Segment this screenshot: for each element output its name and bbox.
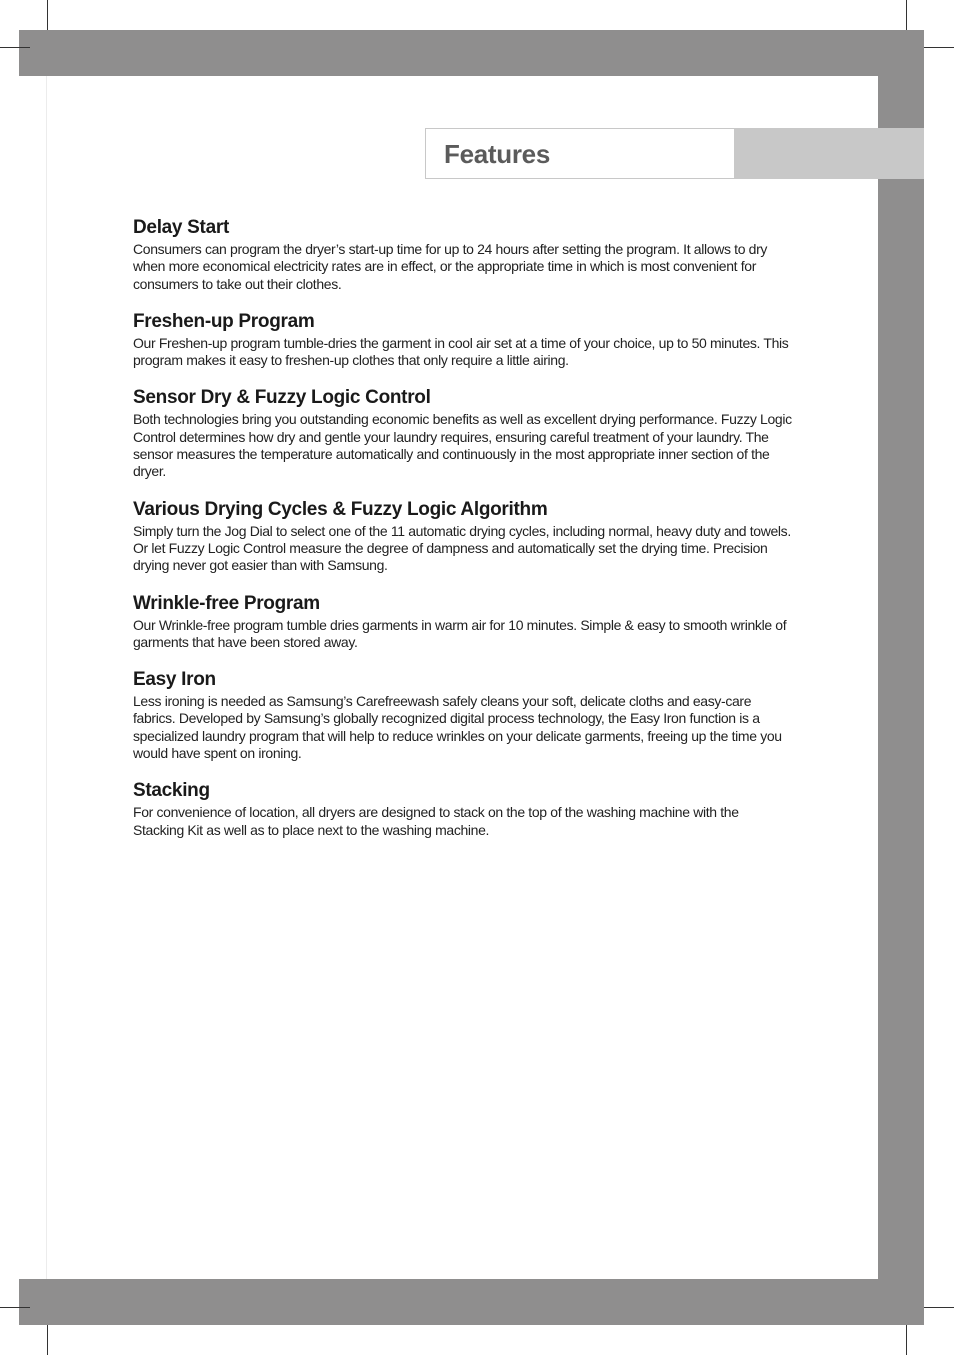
crop-mark xyxy=(47,0,48,30)
top-band xyxy=(19,30,924,76)
section-body: Consumers can program the dryer’s start-up time for up to 24 hours after setting the program. It allows to dry when more economical electricity rates are in effect, or the appropriate time in which is most convenient for consumers to take out their clothes. xyxy=(133,241,768,292)
section-wrinkle-free xyxy=(133,592,793,652)
section-heading: Sensor Dry & Fuzzy Logic Control xyxy=(133,387,431,409)
section-body: For convenience of location, all dryers are designed to stack on the top of the washing machine with the Stacking Kit as well as to place next to the washing machine. xyxy=(133,804,739,838)
section-heading: Easy Iron xyxy=(133,669,216,691)
section-freshen-up xyxy=(133,310,793,370)
section-heading: Various Drying Cycles & Fuzzy Logic Algorithm xyxy=(133,498,548,520)
crop-mark xyxy=(906,1325,907,1355)
section-body: Both technologies bring you outstanding economic benefits as well as excellent drying performance. Fuzzy Logic Control determines how dry and gentle your laundry requires, ensuring careful treatment of your laundry. The sensor measures the temperature automatically and continuously in the most appropriate inner section of the dryer. xyxy=(133,411,792,480)
crop-mark xyxy=(924,47,954,48)
section-heading: Stacking xyxy=(133,780,210,802)
crop-mark xyxy=(906,0,907,30)
section-body: Simply turn the Jog Dial to select one of the 11 automatic drying cycles, including normal, heavy duty and towels. Or let Fuzzy Logic Control measure the degree of dampness and automatically set the drying time. Precision drying never got easier than with Samsung. xyxy=(133,522,791,574)
page-title-box xyxy=(425,128,735,179)
section-stacking xyxy=(133,779,793,839)
crop-mark xyxy=(47,1325,48,1355)
section-body: Less ironing is needed as Samsung’s Carefreewash safely cleans your soft, delicate cloths and easy-care fabrics. Developed by Samsung’s globally recognized digital process technology, the Easy Iron function is a specialized laundry program that will help to reduce wrinkles on your delicate garments, freeing up the time you would have spent on ironing. xyxy=(133,693,782,762)
crop-mark xyxy=(0,47,30,48)
section-sensor-dry xyxy=(133,386,793,480)
crop-mark xyxy=(0,1307,30,1308)
right-band xyxy=(878,30,924,1325)
section-delay-start xyxy=(133,216,793,293)
section-drying-cycles xyxy=(133,498,793,575)
left-margin xyxy=(19,76,47,1279)
title-accent-block xyxy=(735,128,924,179)
page-title: Features xyxy=(444,139,550,169)
bottom-band xyxy=(19,1279,924,1325)
section-body: Our Wrinkle-free program tumble dries garments in warm air for 10 minutes. Simple & easy to smooth wrinkle of garments that have been stored away. xyxy=(133,616,787,650)
section-heading: Freshen-up Program xyxy=(133,310,315,332)
crop-mark xyxy=(924,1307,954,1308)
section-heading: Delay Start xyxy=(133,217,229,238)
section-body: Our Freshen-up program tumble-dries the garment in cool air set at a time of your choice, up to 50 minutes. This program makes it easy to freshen-up clothes that only require a little airing. xyxy=(133,334,789,369)
section-easy-iron xyxy=(133,668,793,762)
section-heading: Wrinkle-free Program xyxy=(133,592,320,614)
features-content xyxy=(133,216,793,856)
